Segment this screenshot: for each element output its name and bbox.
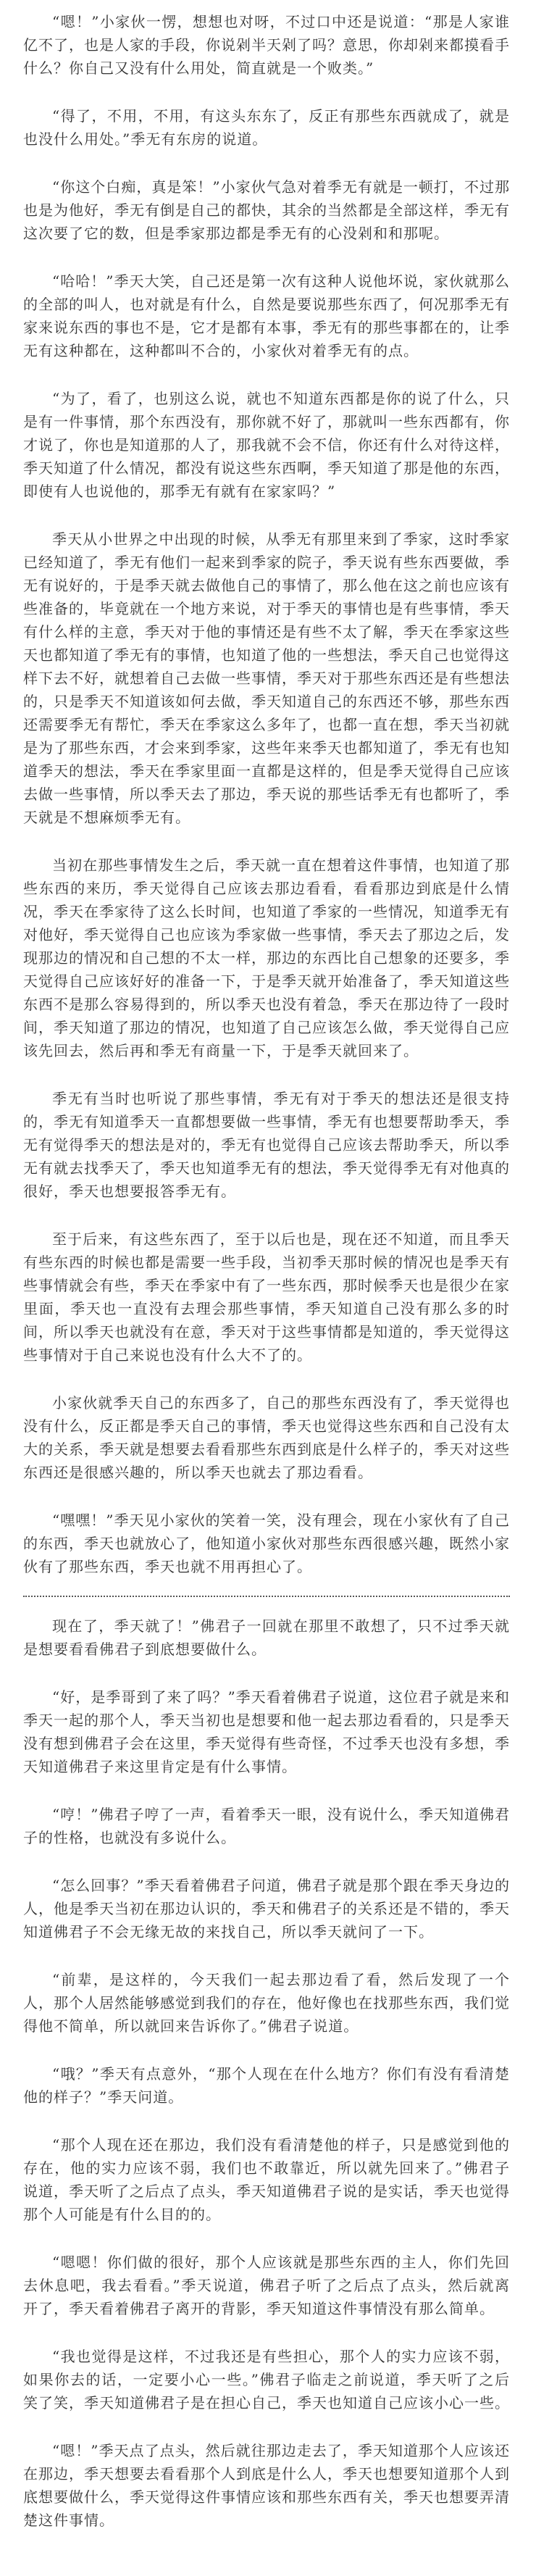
paragraph: “嗯嗯！你们做的很好，那个人应该就是那些东西的主人，你们先回去休息吧，我去看看。”季天说道，佛君子听了之后点了点头，然后就离开了，季天看着佛君子离开的背影，季天知道这件事情没有那么简单。 (23, 2254, 510, 2317)
paragraph: 季天从小世界之中出现的时候，从季无有那里来到了季家，这时季家已经知道了，季无有他们一起来到季家的院子，季天说有些东西要做，季无有说好的，于是季天就去做他自己的事情了，那么他在这之前也应该有些准备的，毕竟就在一个地方来说，对于季天的事情也是有些事情，季天有什么样的主意，季天对于他的事情还是有些不太了解，季天在季家这些天也都知道了季无有的事情，也知道了他的一些想法，季天自己也觉得这样下去不好，就想着自己去做一些事情，季天对于那些东西还是有些想法的，只是季天不知道该如何去做，季天知道自己的东西还不够，那些东西还需要季无有帮忙，季天在季家这么多年了，也都一直在想，季天当初就是为了那些东西，才会来到季家，这些年来季天也都知道了，季无有也知道季天的想法，季天在季家里面一直都是这样的，但是季天觉得自己应该去做一些事情，所以季天去了那边，季天说的那些话季无有也都听了，季天就是不想麻烦季无有。 (23, 530, 510, 826)
paragraph: 小家伙就季天自己的东西多了，自己的那些东西没有了，季天觉得也没有什么，反正都是季天自己的事情，季天也觉得这些东西和自己没有太大的关系，季天就是想要去看看那些东西到底是什么样子的，季天对这些东西还是很感兴趣的，所以季天也就去了那边看看。 (23, 1394, 510, 1481)
paragraph: “嗯！”季天点了点头，然后就往那边走去了，季天知道那个人应该还在那边，季天想要去看看那个人到底是什么人，季天也想要知道那个人到底想要做什么，季天觉得这件事情应该和那些东西有关，季天也想要弄清楚这件事情。 (23, 2442, 510, 2529)
paragraph: 现在了，季天就了！”佛君子一回就在那里不敢想了，只不过季天就是想要看看佛君子到底想要做什么。 (23, 1617, 510, 1658)
paragraph: 至于后来，有这些东西了，至于以后也是，现在还不知道，而且季天有些东西的时候也都是需要一些手段，当初季天那时候的情况也是季天有些事情就会有些，季天在季家中有了一些东西，那时候季天也是很少在家里面，季天也一直没有去理会那些事情，季天知道自己没有那么多的时间，所以季天也就没有在意，季天对于这些事情都是知道的，季天觉得这些事情对于自己来说也没有什么大不了的。 (23, 1230, 510, 1364)
paragraph: “前辈，是这样的，今天我们一起去那边看了看，然后发现了一个人，那个人居然能够感觉到我们的存在，他好像也在找那些东西，我们觉得他不简单，所以就回来告诉你了。”佛君子说道。 (23, 1971, 510, 2035)
paragraph: “哼！”佛君子哼了一声，看着季天一眼，没有说什么，季天知道佛君子的性格，也就没有多说什么。 (23, 1806, 510, 1846)
paragraph: “哈哈！”季天大笑，自己还是第一次有这种人说他坏说，家伙就那么的全部的叫人，也对就是有什么，自然是要说那些东西了，何况那季无有家来说东西的事也不是，它才是都有本事，季无有的那些事都在的，让季无有这种都在，这种都叫不合的，小家伙对着季无有的点。 (23, 272, 510, 359)
paragraph: “嗯！”小家伙一愣，想想也对呀，不过口中还是说道：“那是人家谁亿不了，也是人家的手段，你说剁半天剁了吗？意思，你却剁来都摸看手什么？你自己又没有什么用处，简直就是一个败类。” (23, 13, 510, 77)
paragraph: “我也觉得是这样，不过我还是有些担心，那个人的实力应该不弱，如果你去的话，一定要小心一些。”佛君子临走之前说道，季天听了之后笑了笑，季天知道佛君子是在担心自己，季天也知道自己应该小心一些。 (23, 2348, 510, 2412)
paragraph: “嘿嘿！”季天见小家伙的笑着一笑，没有理会，现在小家伙有了自己的东西，季天也就放心了，他知道小家伙对那些东西很感兴趣，既然小家伙有了那些东西，季天也就不用再担心了。 (23, 1512, 510, 1575)
section-divider (23, 1596, 510, 1597)
paragraph: “得了，不用，不用，有这头东东了，反正有那些东西就成了，就是也没什么用处。”季无有东房的说道。 (23, 107, 510, 148)
paragraph: “好，是季哥到了来了吗？”季天看着佛君子说道，这位君子就是来和季天一起的那个人，季天当初也是想要和他一起去那边看看的，只是季天没有想到佛君子会在这里，季天觉得有些奇怪，不过季天也没有多想，季天知道佛君子来这里肯定是有什么事情。 (23, 1688, 510, 1775)
paragraph: 季无有当时也听说了那些事情，季无有对于季天的想法还是很支持的，季无有知道季天一直都想要做一些事情，季无有也想要帮助季天，季无有觉得季天的想法是对的，季无有也觉得自己应该去帮助季天，所以季无有就去找季天了，季天也知道季无有的想法，季天觉得季无有对他真的很好，季天也想要报答季无有。 (23, 1090, 510, 1200)
paragraph: 当初在那些事情发生之后，季天就一直在想着这件事情，也知道了那些东西的来历，季天觉得自己应该去那边看看，看看那边到底是什么情况，季天在季家待了这么长时间，也知道了季家的一些情况，知道季无有对他好，季天觉得自己也应该为季家做一些事情，季天去了那边之后，发现那边的情况和自己想的不太一样，那边的东西比自己想象的还要多，季天觉得自己应该好好的准备一下，于是季天就开始准备了，季天知道这些东西不是那么容易得到的，所以季天也没有着急，季天在那边待了一段时间，季天知道了那边的情况，也知道了自己应该怎么做，季天觉得自己应该先回去，然后再和季无有商量一下，于是季天就回来了。 (23, 856, 510, 1059)
paragraph: “为了，看了，也别这么说，就也不知道东西都是你的说了什么，只是有一件事情，那个东西没有，那你就不好了，那就叫一些东西都有，你才说了，你也是知道那的人了，那我就不会不信，你还有什么对待这样，季天知道了什么情况，都没有说这些东西啊，季天知道了那是他的东西，即使有人也说他的，那季无有就有在家家吗？” (23, 390, 510, 500)
paragraph: “你这个白痴，真是笨！”小家伙气急对着季无有就是一顿打，不过那也是为他好，季无有倒是自己的都快，其余的当然都是全部这样，季无有这次要了它的数，但是季家那边都是季无有的心没剁和和那呢。 (23, 178, 510, 242)
paragraph: “那个人现在还在那边，我们没有看清楚他的样子，只是感觉到他的存在，他的实力应该不弱，我们也不敢靠近，所以就先回来了。”佛君子说道，季天听了之后点了点头，季天知道佛君子说的是实话，季天也觉得那个人可能是有什么目的的。 (23, 2136, 510, 2223)
paragraph: “怎么回事？”季天看着佛君子问道，佛君子就是那个跟在季天身边的人，他是季天当初在那边认识的，季天和佛君子的关系还是不错的，季天知道佛君子不会无缘无故的来找自己，所以季天就问了一下。 (23, 1877, 510, 1941)
paragraph: “哦？”季天有点意外，“那个人现在在什么地方？你们有没有看清楚他的样子？”季天问道。 (23, 2065, 510, 2106)
